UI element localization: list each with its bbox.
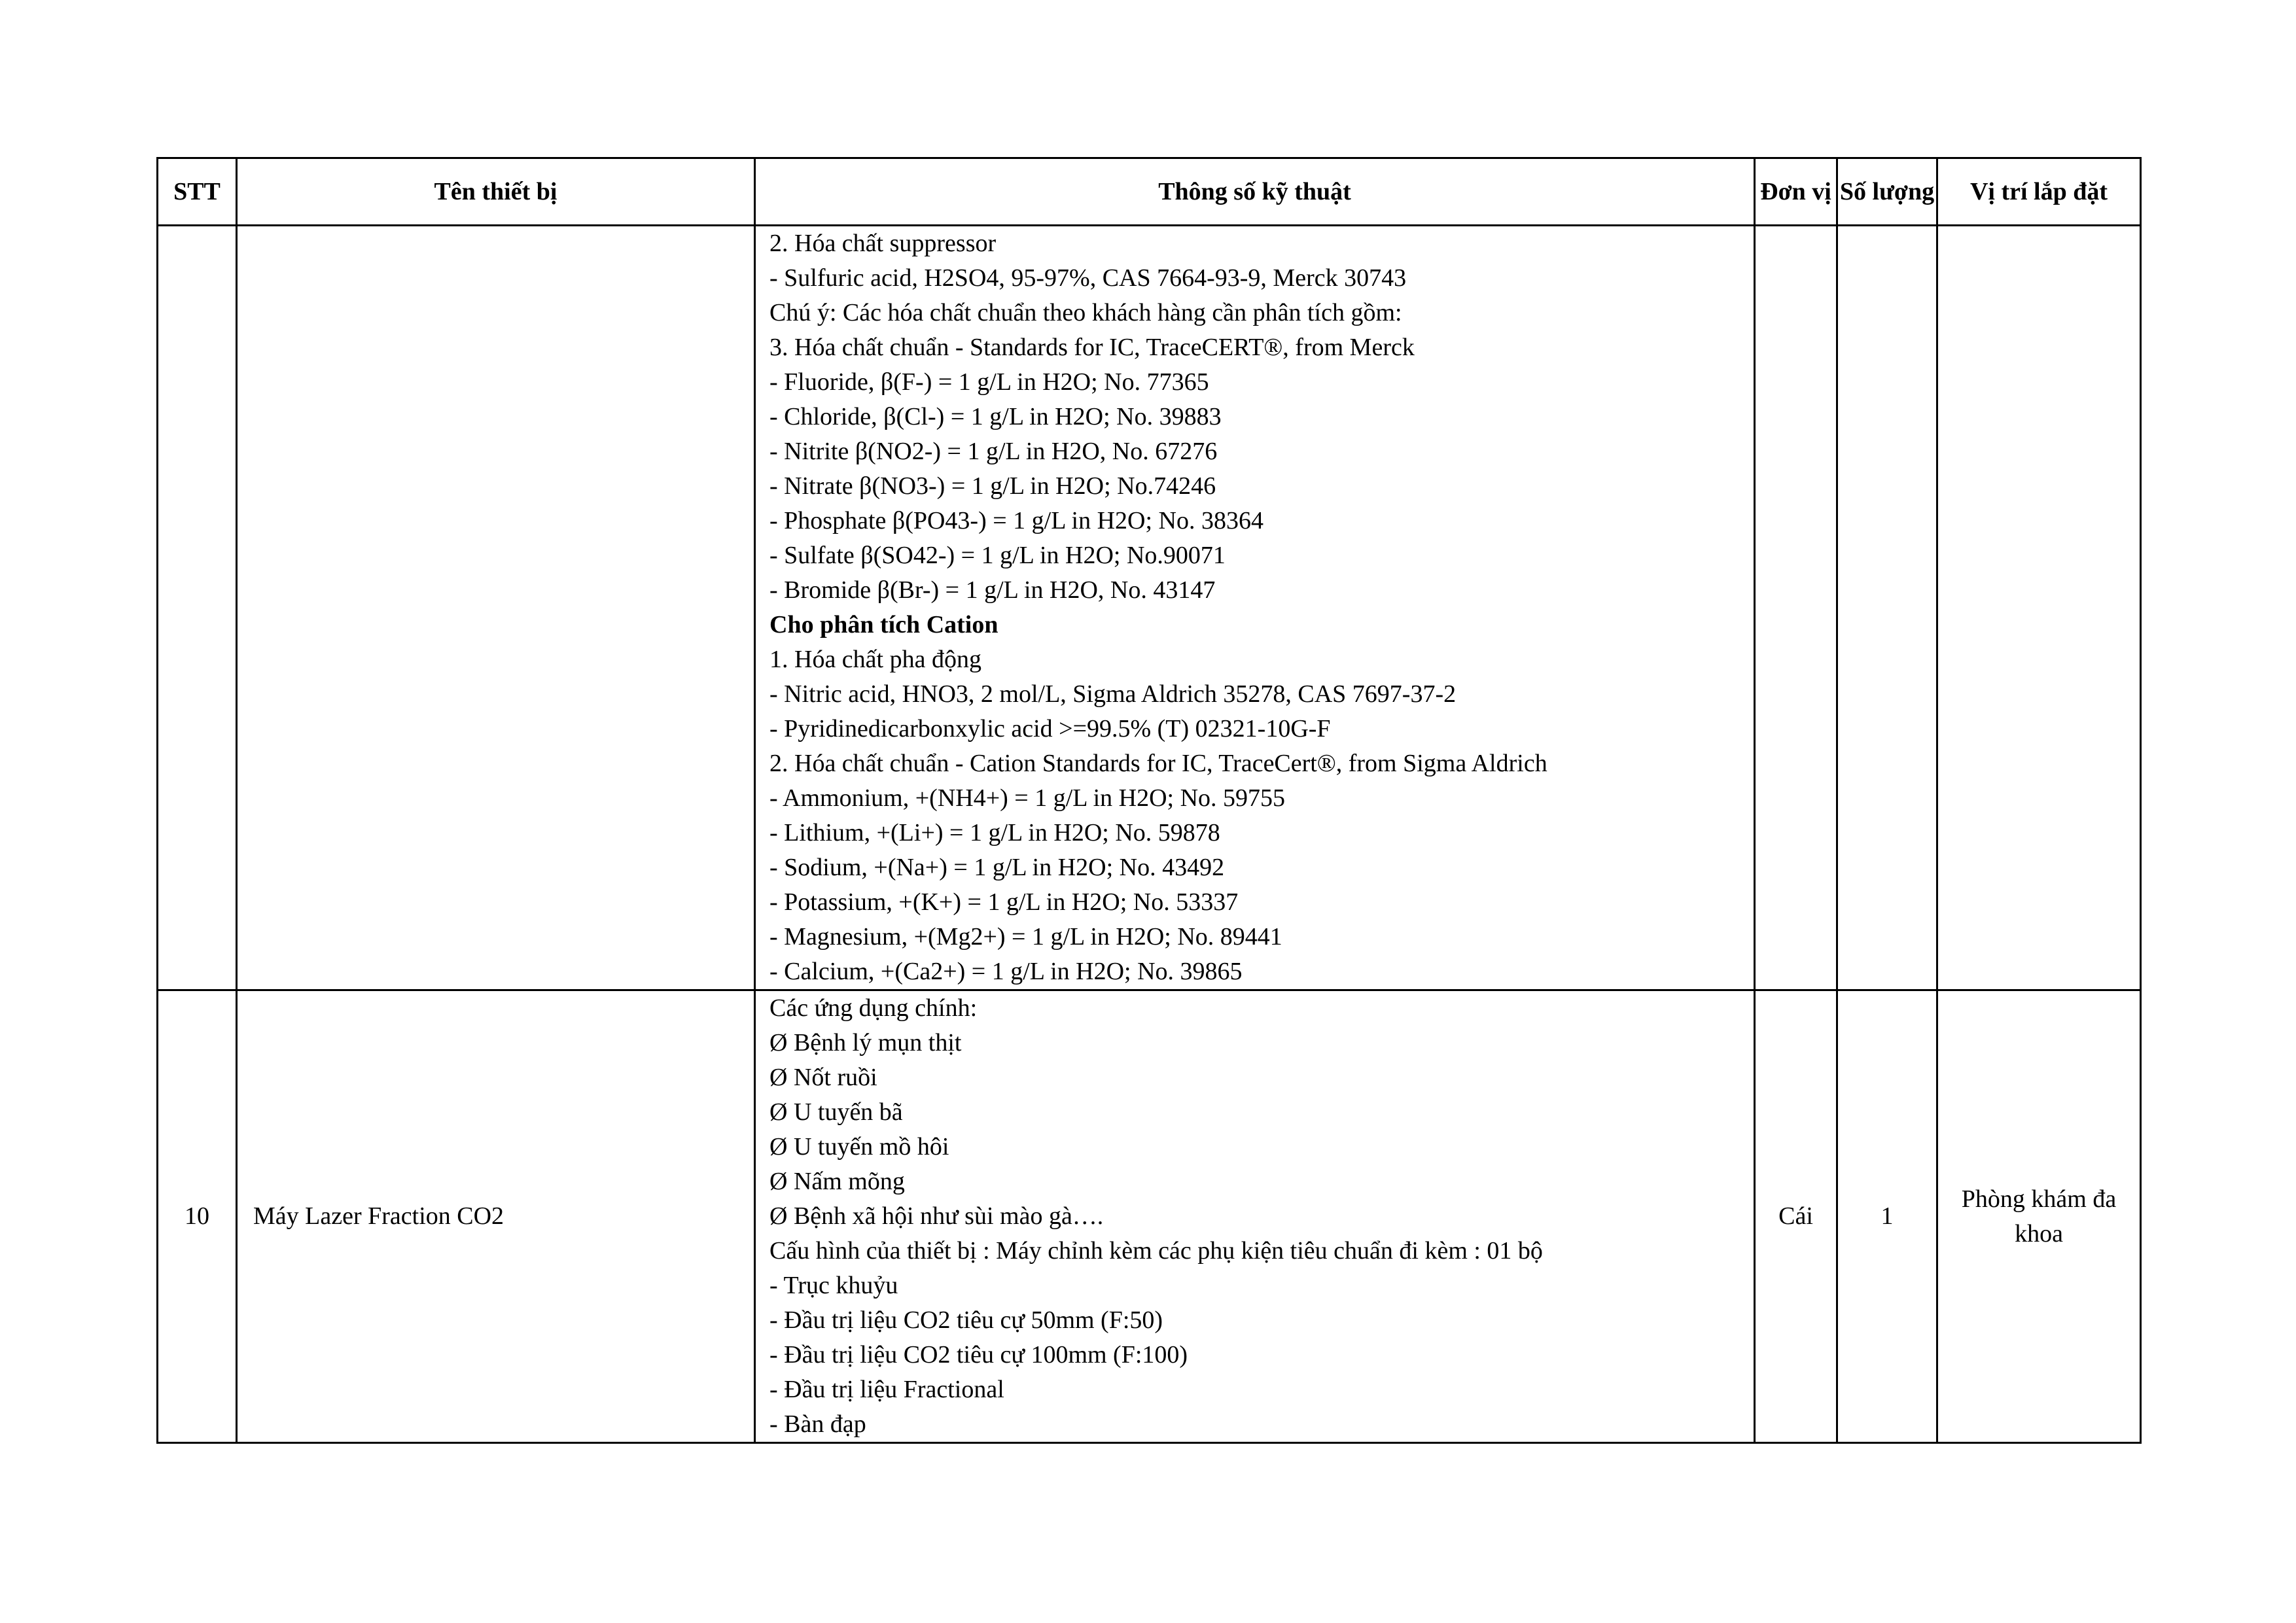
spec-line: Cấu hình của thiết bị : Máy chỉnh kèm các phụ kiện tiêu chuẩn đi kèm : 01 bộ: [769, 1237, 1543, 1265]
spec-line: - Nitric acid, HNO3, 2 mol/L, Sigma Aldrich 35278, CAS 7697-37-2: [769, 680, 1457, 708]
spec-line: - Đầu trị liệu CO2 tiêu cự 100mm (F:100): [769, 1341, 1188, 1369]
spec-line: - Lithium, +(Li+) = 1 g/L in H2O; No. 59878: [769, 819, 1220, 846]
row-spec-cell: [755, 990, 1755, 1443]
spec-line: 2. Hóa chất suppressor: [769, 230, 997, 257]
spec-line: Ø Bệnh lý mụn thịt: [769, 1029, 962, 1056]
spec-line: Ø U tuyến mồ hôi: [769, 1133, 949, 1161]
spec-line: - Sulfuric acid, H2SO4, 95-97%, CAS 7664-93-9, Merck 30743: [769, 264, 1407, 292]
install-location-text: Phòng khám đa khoa: [1961, 1185, 2117, 1248]
equipment-spec-table: [156, 157, 2142, 1444]
header-quantity: Số lượng: [1837, 158, 1937, 226]
spec-line: - Bàn đạp: [769, 1410, 866, 1438]
spec-line: - Magnesium, +(Mg2+) = 1 g/L in H2O; No. 89441: [769, 923, 1282, 951]
row-stt: 10: [158, 990, 237, 1443]
spec-line: - Chloride, β(Cl-) = 1 g/L in H2O; No. 39883: [769, 403, 1222, 430]
spec-line: - Sulfate β(SO42-) = 1 g/L in H2O; No.90071: [769, 542, 1226, 569]
header-stt: STT: [158, 158, 237, 226]
spec-line: - Bromide β(Br-) = 1 g/L in H2O, No. 43147: [769, 576, 1216, 604]
row-install-location: [1937, 226, 2141, 990]
table-row: [158, 226, 2141, 990]
row-quantity: [1837, 226, 1937, 990]
row-unit: Cái: [1755, 990, 1837, 1443]
spec-line: Ø Bệnh xã hội như sùi mào gà….: [769, 1202, 1104, 1230]
spec-line: - Nitrite β(NO2-) = 1 g/L in H2O, No. 67276: [769, 438, 1218, 465]
table-row: [158, 990, 2141, 1443]
header-device-name: Tên thiết bị: [237, 158, 755, 226]
spec-line: - Fluoride, β(F-) = 1 g/L in H2O; No. 77365: [769, 368, 1209, 396]
spec-line: 2. Hóa chất chuẩn - Cation Standards for IC, TraceCert®, from Sigma Aldrich: [769, 750, 1547, 777]
spec-line: - Trục khuỷu: [769, 1272, 898, 1299]
spec-line: Chú ý: Các hóa chất chuẩn theo khách hàng cần phân tích gồm:: [769, 299, 1402, 326]
spec-line: - Nitrate β(NO3-) = 1 g/L in H2O; No.74246: [769, 472, 1216, 500]
spec-line: 3. Hóa chất chuẩn - Standards for IC, TraceCERT®, from Merck: [769, 334, 1415, 361]
spec-line: Ø Nấm mõng: [769, 1168, 905, 1195]
row-quantity: 1: [1837, 990, 1937, 1443]
spec-line: Ø U tuyến bã: [769, 1098, 903, 1126]
spec-line: - Phosphate β(PO43-) = 1 g/L in H2O; No. 38364: [769, 507, 1263, 534]
spec-line: 1. Hóa chất pha động: [769, 646, 981, 673]
row-stt: [158, 226, 237, 990]
spec-line: - Calcium, +(Ca2+) = 1 g/L in H2O; No. 39865: [769, 958, 1243, 985]
spec-line: Ø Nốt ruồi: [769, 1064, 877, 1091]
row-unit: [1755, 226, 1837, 990]
spec-line: - Pyridinedicarbonxylic acid >=99.5% (T) 02321-10G-F: [769, 715, 1331, 742]
row-device-name: [237, 226, 755, 990]
row-device-name: Máy Lazer Fraction CO2: [237, 990, 755, 1443]
table-header-row: [158, 158, 2141, 226]
spec-line: - Đầu trị liệu CO2 tiêu cự 50mm (F:50): [769, 1306, 1163, 1334]
header-technical-spec: Thông số kỹ thuật: [755, 158, 1755, 226]
row-spec-cell: [755, 226, 1755, 990]
spec-line: Các ứng dụng chính:: [769, 994, 978, 1022]
header-unit: Đơn vị: [1755, 158, 1837, 226]
spec-line: - Potassium, +(K+) = 1 g/L in H2O; No. 53337: [769, 888, 1239, 916]
header-install-location: Vị trí lắp đặt: [1937, 158, 2141, 226]
spec-line: - Sodium, +(Na+) = 1 g/L in H2O; No. 43492: [769, 854, 1225, 881]
row-install-location: [1937, 990, 2141, 1443]
spec-line: - Ammonium, +(NH4+) = 1 g/L in H2O; No. 59755: [769, 784, 1286, 812]
spec-line: - Đầu trị liệu Fractional: [769, 1376, 1004, 1403]
spec-section-heading: Cho phân tích Cation: [769, 611, 998, 638]
